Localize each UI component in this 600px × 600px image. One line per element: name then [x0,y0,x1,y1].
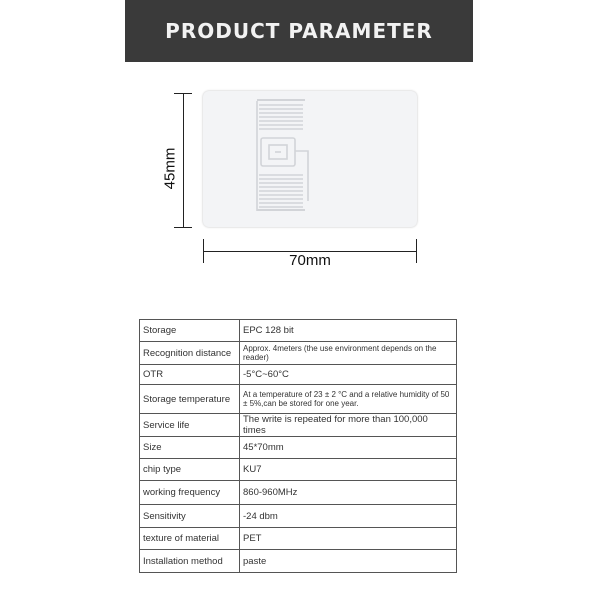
table-row [140,505,457,528]
table-row [140,459,457,481]
rfid-antenna-graphic [203,91,417,227]
spec-value: EPC 128 bit [240,320,457,342]
height-tick-bottom [174,227,192,228]
spec-value: KU7 [240,459,457,481]
width-tick-left [203,239,204,263]
table-row [140,365,457,385]
spec-key: OTR [140,365,240,385]
spec-value: The write is repeated for more than 100,000 times [240,414,457,437]
spec-value: -24 dbm [240,505,457,528]
spec-key: Storage temperature [140,385,240,414]
spec-key: Installation method [140,550,240,573]
spec-key: Size [140,437,240,459]
spec-key: working frequency [140,481,240,505]
table-row [140,342,457,365]
width-tick-right [416,239,417,263]
table-row [140,528,457,550]
table-row [140,385,457,414]
rfid-card-image [203,91,417,227]
spec-key: Sensitivity [140,505,240,528]
spec-value: 45*70mm [240,437,457,459]
spec-key: Service life [140,414,240,437]
spec-value: PET [240,528,457,550]
table-row [140,550,457,573]
spec-key: Recognition distance [140,342,240,365]
spec-key: Storage [140,320,240,342]
banner-title: PRODUCT PARAMETER [165,19,433,43]
table-row [140,414,457,437]
height-label: 45mm [161,147,179,190]
height-tick-top [174,93,192,94]
width-label: 70mm [289,252,331,269]
header-banner [125,0,473,62]
spec-value: -5°C~60°C [240,365,457,385]
spec-key: chip type [140,459,240,481]
height-dimension-line [183,93,184,228]
spec-value: 860-960MHz [240,481,457,505]
spec-value: Approx. 4meters (the use environment depends on the reader) [240,342,457,365]
table-row [140,481,457,505]
table-row [140,437,457,459]
spec-table [139,319,457,573]
spec-key: texture of material [140,528,240,550]
spec-value: paste [240,550,457,573]
spec-value: At a temperature of 23 ± 2 °C and a relative humidity of 50 ± 5%,can be stored for one year. [240,385,457,414]
table-row [140,320,457,342]
